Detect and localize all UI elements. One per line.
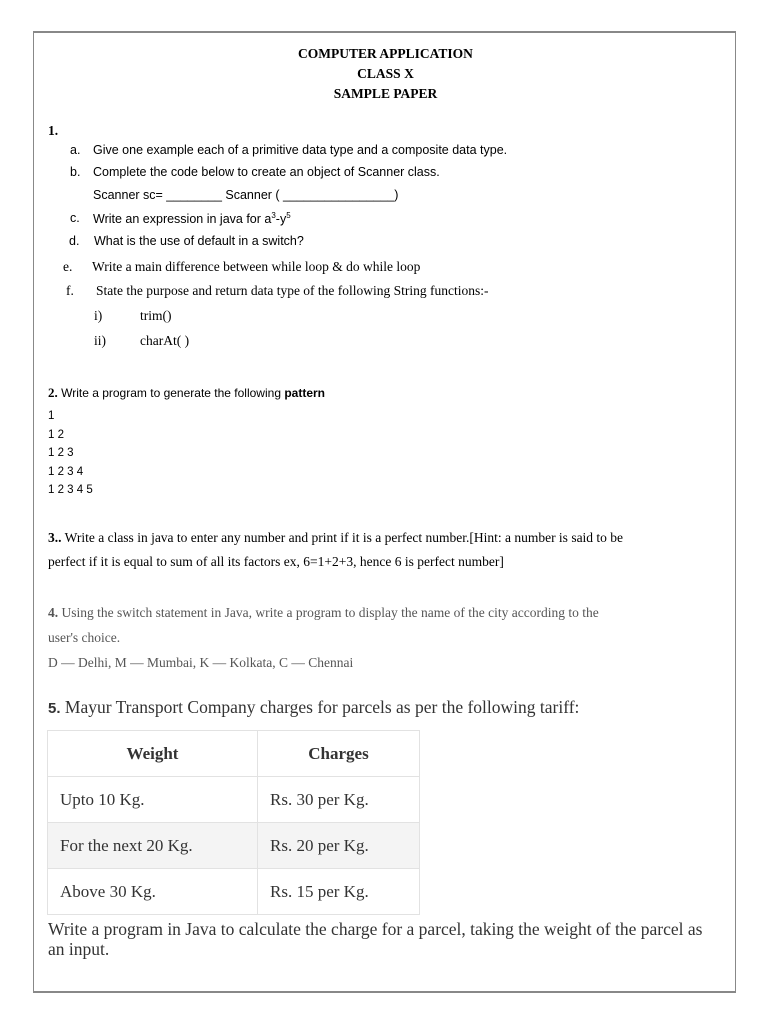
paper-class-title: CLASS X xyxy=(357,66,414,81)
question-1d-text: What is the use of default in a switch? xyxy=(94,234,304,248)
table-row xyxy=(48,869,420,915)
question-2-text: 2. Write a program to generate the following pattern xyxy=(48,385,326,400)
question-1a-text: Give one example each of a primitive data type and a composite data type. xyxy=(93,143,508,157)
tariff-weight-cell: Upto 10 Kg. xyxy=(48,777,258,823)
question-1b-marker: b. xyxy=(70,165,81,179)
question-5-instruction: Write a program in Java to calculate the charge for a parcel, taking the weight of the parcel as an input. xyxy=(48,919,703,959)
question-1b-text: Complete the code below to create an object of Scanner class. xyxy=(93,165,440,179)
question-1e-marker: e. xyxy=(63,259,73,274)
question-1-number: 1. xyxy=(48,123,59,138)
paper-subject-title: COMPUTER APPLICATION xyxy=(298,46,473,61)
table-row xyxy=(48,823,420,869)
question-1f-sub-ii-marker: ii) xyxy=(94,333,106,348)
question-1f-marker: f. xyxy=(66,283,74,298)
tariff-header-charges: Charges xyxy=(258,731,420,777)
question-1c-marker: c. xyxy=(70,211,80,225)
tariff-weight-cell: For the next 20 Kg. xyxy=(48,823,258,869)
tariff-charge-cell: Rs. 30 per Kg. xyxy=(258,777,420,823)
pattern-line: 1 2 3 xyxy=(48,447,74,459)
question-1e-text: Write a main difference between while loop & do while loop xyxy=(92,259,421,274)
question-1f-sub-ii-text: charAt( ) xyxy=(140,333,190,348)
question-1b-code-line: Scanner sc= ________ Scanner ( ________________) xyxy=(93,188,399,202)
question-4-line-2: user's choice. xyxy=(48,630,121,645)
question-1c-text: Write an expression in java for $a^3-y^5$ xyxy=(93,211,291,227)
paper-type-title: SAMPLE PAPER xyxy=(333,86,438,101)
pattern-line: 1 xyxy=(48,410,55,422)
pattern-line: 1 2 xyxy=(48,429,64,441)
question-4-city-codes: D — Delhi, M — Mumbai, K — Kolkata, C — Chennai xyxy=(48,655,354,670)
question-3-line-2: perfect if it is equal to sum of all its factors ex, 6=1+2+3, hence 6 is perfect number] xyxy=(48,554,504,569)
tariff-charge-cell: Rs. 15 per Kg. xyxy=(258,869,420,915)
question-3-line-1: 3.. Write a class in java to enter any number and print if it is a perfect number.[Hint: a number is said to be xyxy=(48,530,624,545)
question-1f-sub-i-text: trim() xyxy=(140,308,172,323)
question-1f-sub-i-marker: i) xyxy=(94,308,103,323)
tariff-header-weight: Weight xyxy=(48,731,258,777)
question-4-line-1: 4. Using the switch statement in Java, write a program to display the name of the city according to the xyxy=(48,605,599,620)
pattern-line: 1 2 3 4 5 xyxy=(48,484,93,496)
question-1d-marker: d. xyxy=(69,234,80,248)
tariff-table xyxy=(47,730,420,915)
pattern-line: 1 2 3 4 xyxy=(48,466,84,478)
tariff-charge-cell: Rs. 20 per Kg. xyxy=(258,823,420,869)
tariff-table-header-row xyxy=(48,731,420,777)
table-row xyxy=(48,777,420,823)
sample-paper-page xyxy=(33,31,736,993)
tariff-weight-cell: Above 30 Kg. xyxy=(48,869,258,915)
question-5-intro: 5. Mayur Transport Company charges for parcels as per the following tariff: xyxy=(48,697,580,717)
question-1f-text: State the purpose and return data type of the following String functions:- xyxy=(96,283,489,298)
question-1a-marker: a. xyxy=(70,143,81,157)
